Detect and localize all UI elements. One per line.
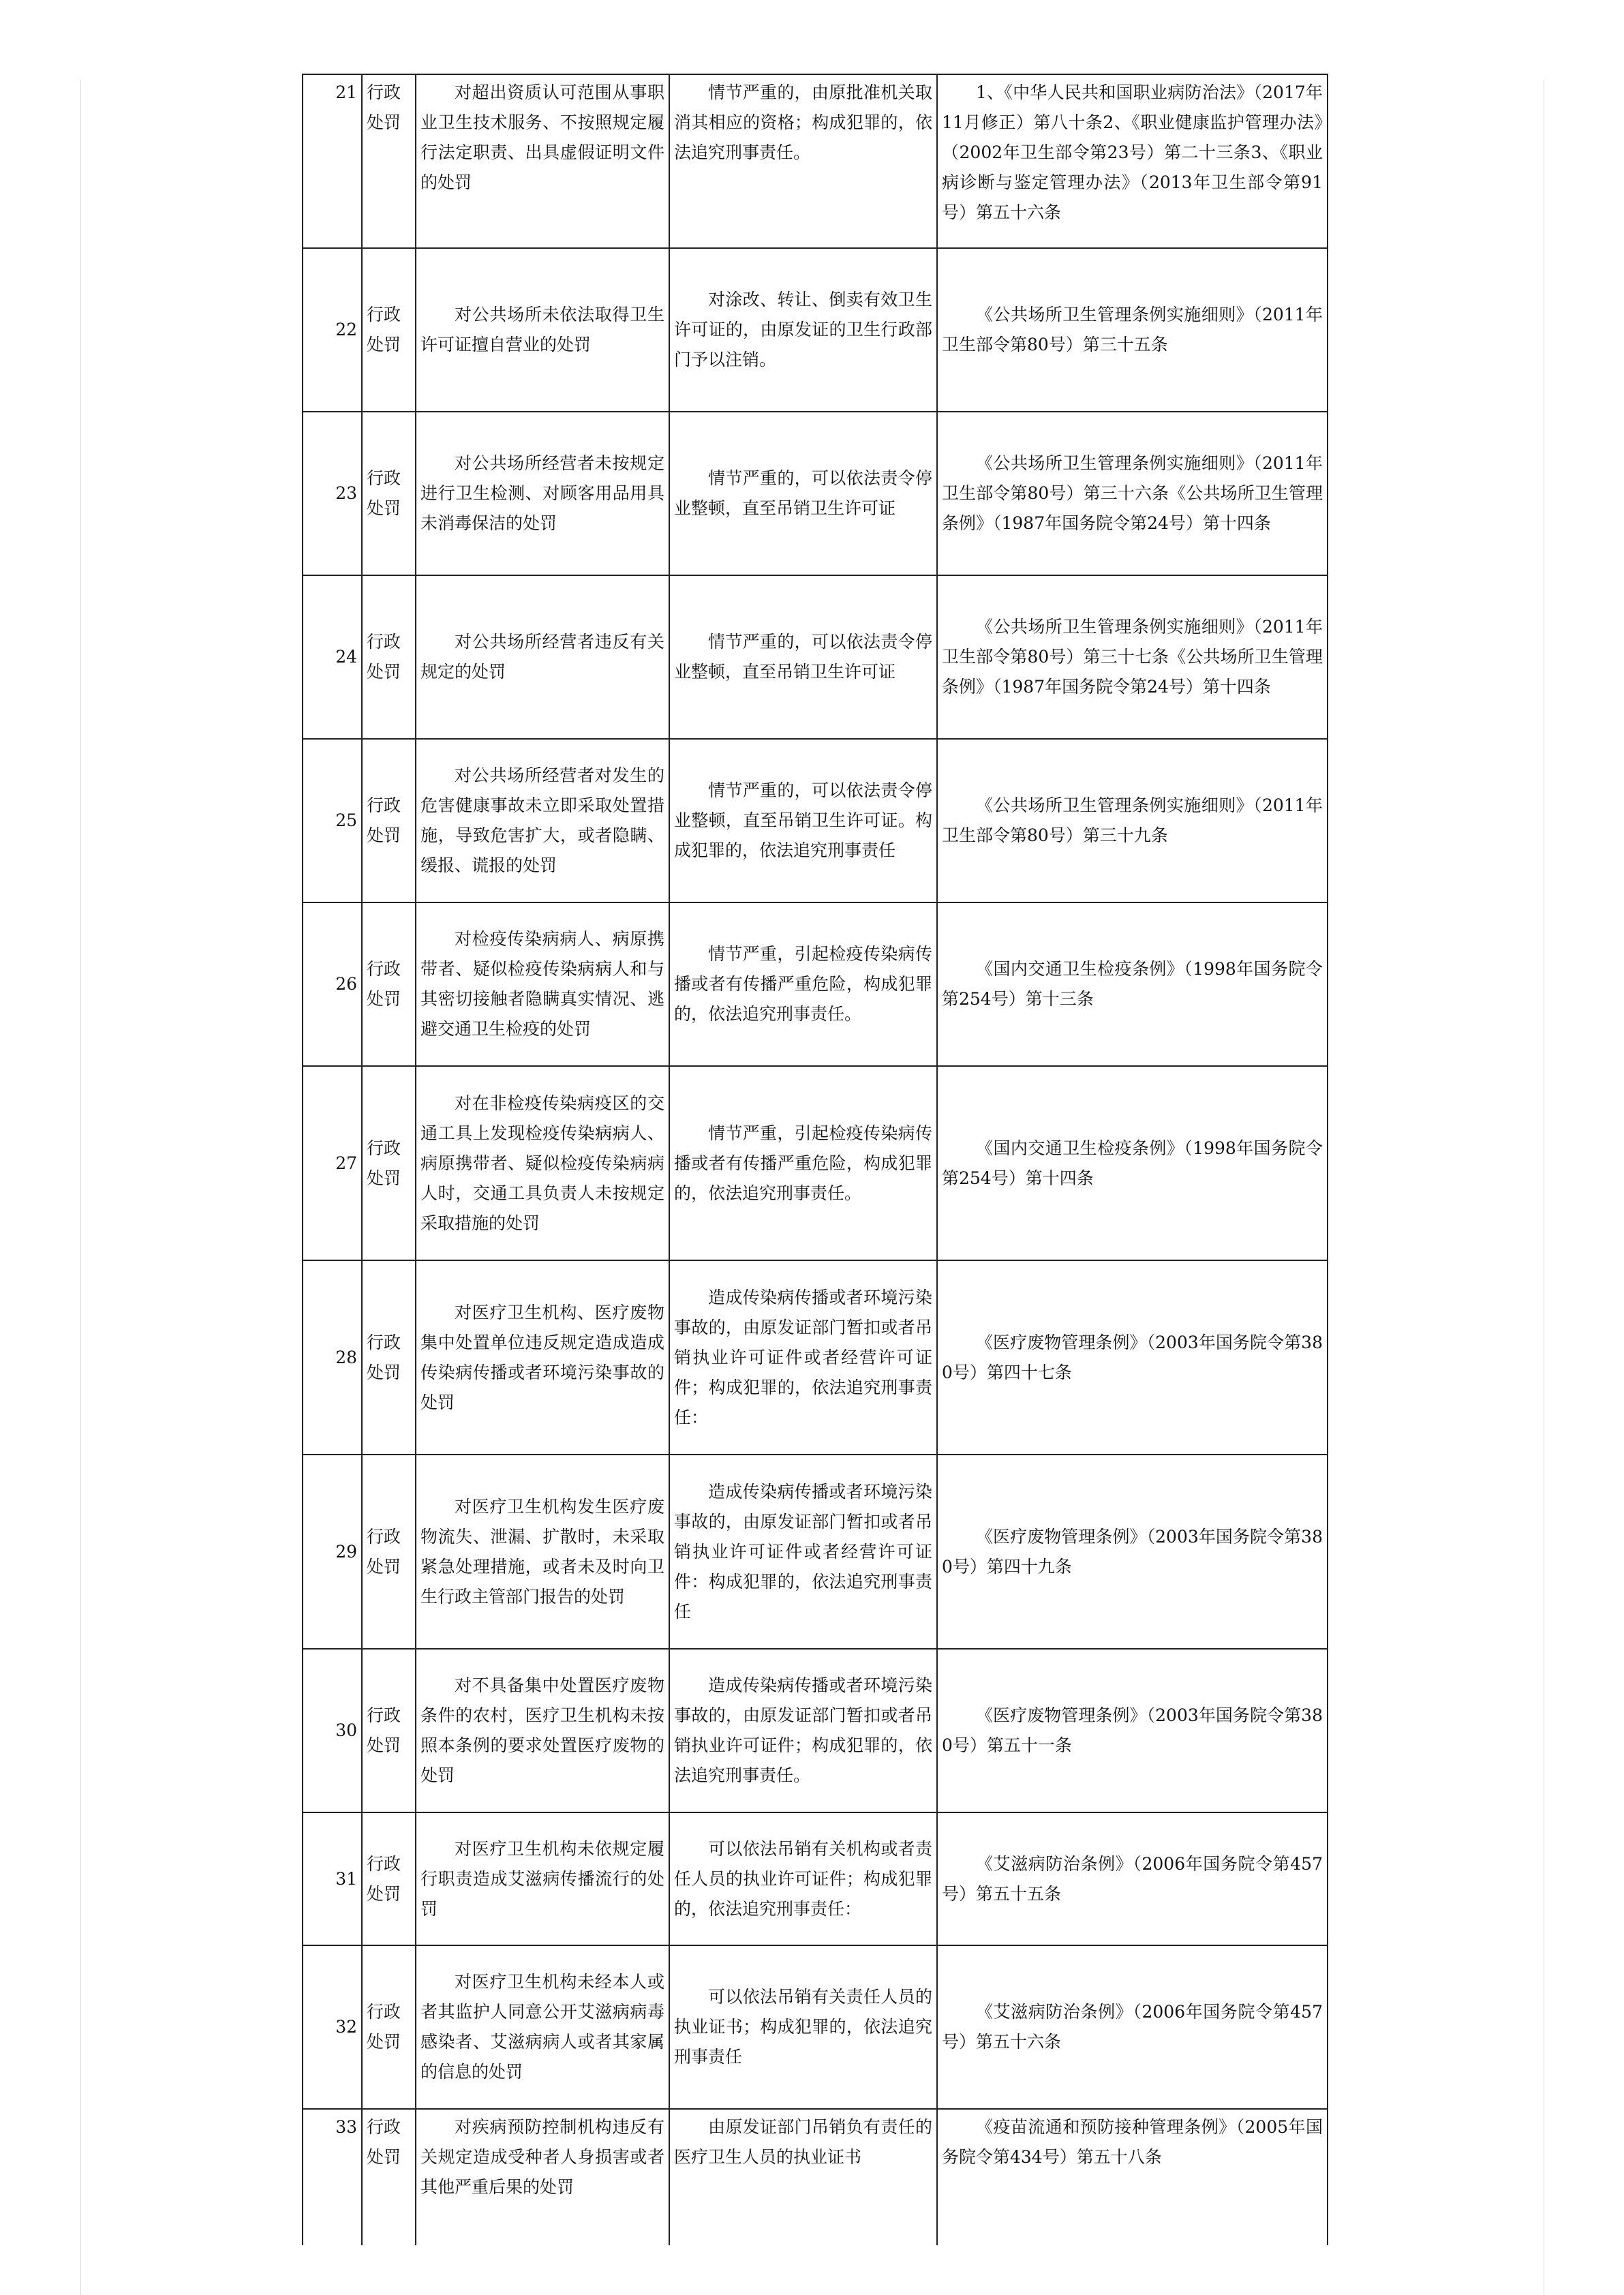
row-category: 行政处罚 [362,1812,416,1945]
row-offense: 对公共场所经营者违反有关规定的处罚 [416,575,669,739]
row-number: 32 [303,1945,362,2109]
row-category: 行政处罚 [362,902,416,1066]
row-basis: 1、《中华人民共和国职业病防治法》（2017年11月修正）第八十条2、《职业健康监护管理办法》（2002年卫生部令第23号）第二十三条3、《职业病诊断与鉴定管理办法》（2013年卫生部令第91号）第五十六条 [937,74,1328,248]
table-row [303,1066,1328,1260]
row-penalty: 可以依法吊销有关责任人员的执业证书；构成犯罪的，依法追究刑事责任 [669,1945,937,2109]
row-number: 30 [303,1649,362,1812]
row-penalty: 由原发证部门吊销负有责任的医疗卫生人员的执业证书 [669,2109,937,2245]
row-number: 24 [303,575,362,739]
row-penalty: 情节严重的，可以依法责令停业整顿，直至吊销卫生许可证。构成犯罪的，依法追究刑事责任 [669,739,937,902]
row-basis: 《国内交通卫生检疫条例》（1998年国务院令第254号）第十三条 [937,902,1328,1066]
row-offense: 对医疗卫生机构、医疗废物集中处置单位违反规定造成造成传染病传播或者环境污染事故的处罚 [416,1260,669,1455]
row-basis: 《公共场所卫生管理条例实施细则》（2011年卫生部令第80号）第三十五条 [937,248,1328,412]
table-row [303,1649,1328,1812]
row-offense: 对疾病预防控制机构违反有关规定造成受种者人身损害或者其他严重后果的处罚 [416,2109,669,2245]
row-basis: 《艾滋病防治条例》（2006年国务院令第457号）第五十六条 [937,1945,1328,2109]
row-number: 31 [303,1812,362,1945]
row-penalty: 情节严重的，可以依法责令停业整顿，直至吊销卫生许可证 [669,575,937,739]
row-basis: 《医疗废物管理条例》（2003年国务院令第380号）第四十七条 [937,1260,1328,1455]
row-category: 行政处罚 [362,74,416,248]
row-category: 行政处罚 [362,2109,416,2245]
row-category: 行政处罚 [362,248,416,412]
row-offense: 对公共场所经营者未按规定进行卫生检测、对顾客用品用具未消毒保洁的处罚 [416,412,669,575]
row-basis: 《公共场所卫生管理条例实施细则》（2011年卫生部令第80号）第三十六条《公共场所卫生管理条例》（1987年国务院令第24号）第十四条 [937,412,1328,575]
table-row [303,74,1328,248]
row-number: 33 [303,2109,362,2245]
row-penalty: 情节严重，引起检疫传染病传播或者有传播严重危险，构成犯罪的，依法追究刑事责任。 [669,1066,937,1260]
row-basis: 《医疗废物管理条例》（2003年国务院令第380号）第五十一条 [937,1649,1328,1812]
row-offense: 对医疗卫生机构未经本人或者其监护人同意公开艾滋病病毒感染者、艾滋病病人或者其家属的信息的处罚 [416,1945,669,2109]
row-offense: 对医疗卫生机构未依规定履行职责造成艾滋病传播流行的处罚 [416,1812,669,1945]
row-offense: 对在非检疫传染病疫区的交通工具上发现检疫传染病病人、病原携带者、疑似检疫传染病病人时，交通工具负责人未按规定采取措施的处罚 [416,1066,669,1260]
row-category: 行政处罚 [362,739,416,902]
row-penalty: 情节严重的，可以依法责令停业整顿，直至吊销卫生许可证 [669,412,937,575]
row-offense: 对医疗卫生机构发生医疗废物流失、泄漏、扩散时，未采取紧急处理措施，或者未及时向卫生行政主管部门报告的处罚 [416,1455,669,1649]
row-category: 行政处罚 [362,1066,416,1260]
row-basis: 《公共场所卫生管理条例实施细则》（2011年卫生部令第80号）第三十九条 [937,739,1328,902]
row-penalty: 对涂改、转让、倒卖有效卫生许可证的，由原发证的卫生行政部门予以注销。 [669,248,937,412]
table-row [303,1260,1328,1455]
table-row [303,1812,1328,1945]
table-row [303,902,1328,1066]
row-basis: 《艾滋病防治条例》（2006年国务院令第457号）第五十五条 [937,1812,1328,1945]
row-offense: 对公共场所未依法取得卫生许可证擅自营业的处罚 [416,248,669,412]
row-category: 行政处罚 [362,412,416,575]
row-penalty: 情节严重，引起检疫传染病传播或者有传播严重危险，构成犯罪的，依法追究刑事责任。 [669,902,937,1066]
row-offense: 对不具备集中处置医疗废物条件的农村，医疗卫生机构未按照本条例的要求处置医疗废物的处罚 [416,1649,669,1812]
table-row [303,1455,1328,1649]
penalty-table-container [302,74,1327,2245]
table-row [303,1945,1328,2109]
row-penalty: 造成传染病传播或者环境污染事故的，由原发证部门暂扣或者吊销执业许可证件；构成犯罪的，依法追究刑事责任。 [669,1649,937,1812]
row-penalty: 情节严重的，由原批准机关取消其相应的资格；构成犯罪的，依法追究刑事责任。 [669,74,937,248]
row-category: 行政处罚 [362,1945,416,2109]
row-basis: 《疫苗流通和预防接种管理条例》（2005年国务院令第434号）第五十八条 [937,2109,1328,2245]
row-number: 27 [303,1066,362,1260]
table-row [303,739,1328,902]
row-basis: 《医疗废物管理条例》（2003年国务院令第380号）第四十九条 [937,1455,1328,1649]
row-basis: 《公共场所卫生管理条例实施细则》（2011年卫生部令第80号）第三十七条《公共场所卫生管理条例》（1987年国务院令第24号）第十四条 [937,575,1328,739]
row-number: 26 [303,902,362,1066]
row-category: 行政处罚 [362,575,416,739]
row-category: 行政处罚 [362,1455,416,1649]
row-offense: 对检疫传染病病人、病原携带者、疑似检疫传染病病人和与其密切接触者隐瞒真实情况、逃避交通卫生检疫的处罚 [416,902,669,1066]
table-row [303,575,1328,739]
row-offense: 对公共场所经营者对发生的危害健康事故未立即采取处置措施，导致危害扩大，或者隐瞒、缓报、谎报的处罚 [416,739,669,902]
row-number: 22 [303,248,362,412]
table-row [303,412,1328,575]
table-body [303,74,1328,2245]
row-basis: 《国内交通卫生检疫条例》（1998年国务院令第254号）第十四条 [937,1066,1328,1260]
row-penalty: 造成传染病传播或者环境污染事故的，由原发证部门暂扣或者吊销执业许可证件或者经营许可证件：构成犯罪的，依法追究刑事责任 [669,1455,937,1649]
row-penalty: 造成传染病传播或者环境污染事故的，由原发证部门暂扣或者吊销执业许可证件或者经营许可证件；构成犯罪的，依法追究刑事责任： [669,1260,937,1455]
row-category: 行政处罚 [362,1260,416,1455]
row-number: 23 [303,412,362,575]
page-margin-rule-left [80,80,81,2295]
table-row [303,2109,1328,2245]
row-penalty: 可以依法吊销有关机构或者责任人员的执业许可证件；构成犯罪的，依法追究刑事责任： [669,1812,937,1945]
row-number: 21 [303,74,362,248]
row-number: 28 [303,1260,362,1455]
row-number: 25 [303,739,362,902]
table-row [303,248,1328,412]
row-offense: 对超出资质认可范围从事职业卫生技术服务、不按照规定履行法定职责、出具虚假证明文件的处罚 [416,74,669,248]
row-category: 行政处罚 [362,1649,416,1812]
penalty-table [302,74,1328,2245]
row-number: 29 [303,1455,362,1649]
